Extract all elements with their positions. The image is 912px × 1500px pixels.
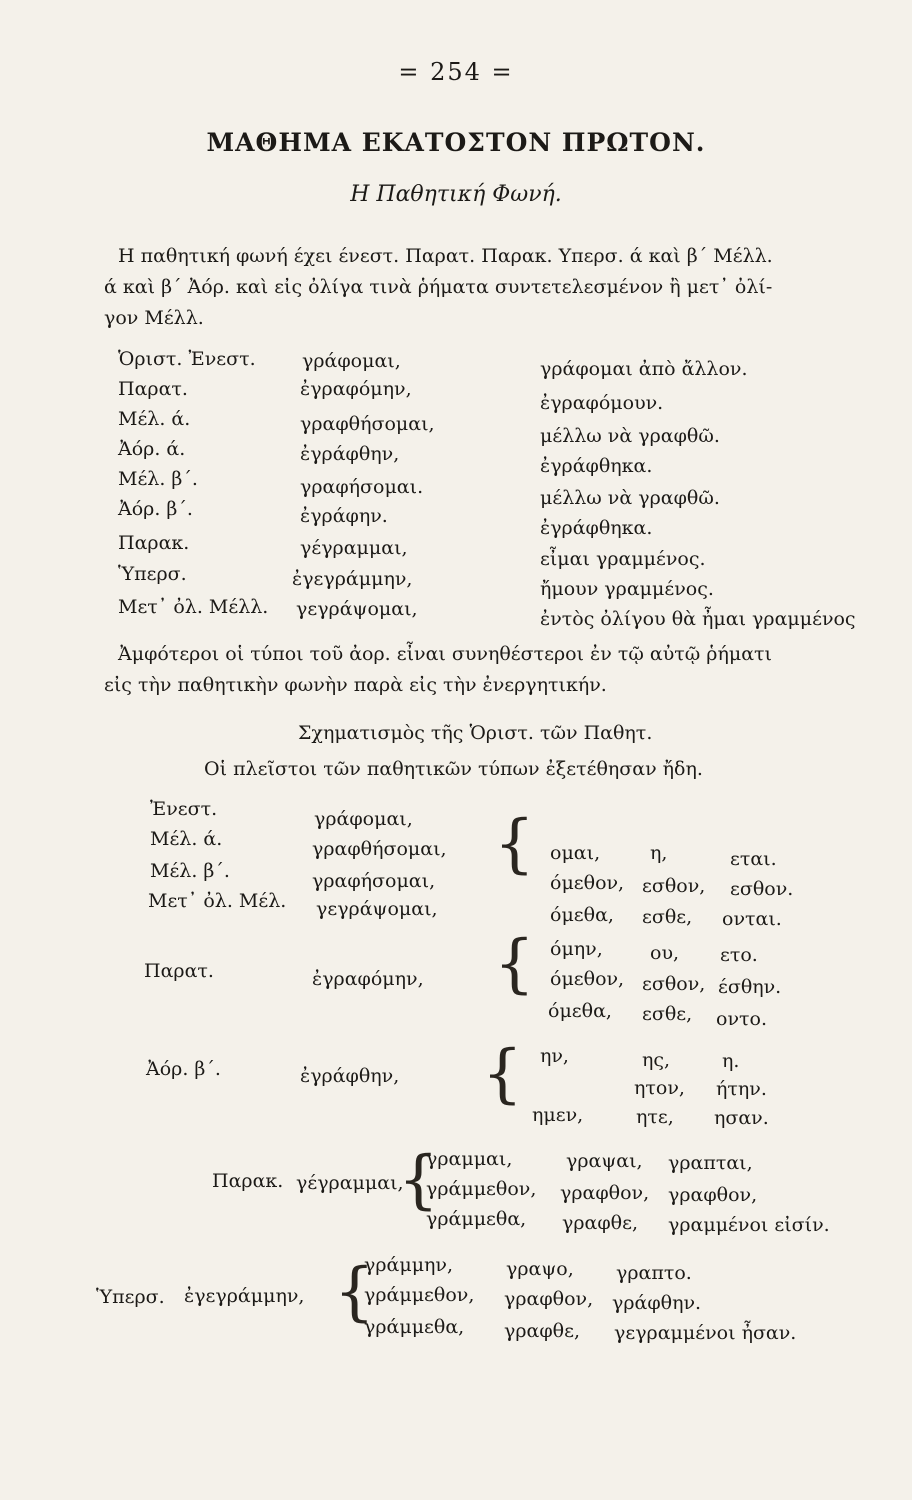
ending: εσθε,: [642, 1003, 693, 1025]
ending: όμην,: [550, 938, 603, 960]
paradigm-meaning: εἶμαι γραμμένος.: [540, 548, 706, 570]
ending: ημεν,: [532, 1104, 584, 1126]
ending: έσθην.: [718, 976, 782, 998]
group-form: ἐγεγράμμην,: [184, 1285, 305, 1307]
paradigm-form: γραφθήσομαι,: [300, 413, 435, 435]
ending: γραφθε,: [562, 1212, 638, 1234]
ending: εσθον,: [642, 875, 706, 897]
ending: γράμμεθον,: [364, 1284, 475, 1306]
group-tense: Μέλ. ά.: [150, 828, 223, 850]
ending: γεγραμμένοι ἦσαν.: [614, 1322, 797, 1344]
note-line: Ἀμφότεροι οἱ τύποι τοῦ ἀορ. εἶναι συνηθέστεροι ἐν τῷ αὐτῷ ῥήματι: [118, 643, 772, 665]
page-number: = 254 =: [398, 58, 514, 86]
paradigm-tense: Παρακ.: [118, 532, 190, 554]
ending: όμεθον,: [550, 872, 625, 894]
ending: εσθε,: [642, 906, 693, 928]
ending: γραφθε,: [504, 1320, 580, 1342]
group-form: ἐγραφόμην,: [312, 968, 424, 990]
ending: ομαι,: [550, 842, 601, 864]
ending: γραψαι,: [566, 1150, 643, 1172]
ending: ετο.: [720, 944, 758, 966]
paradigm-tense: Ἀόρ. ά.: [118, 438, 186, 460]
group-tense: Ἐνεστ.: [150, 798, 218, 820]
ending: εσθον,: [642, 973, 706, 995]
paradigm-form: ἐγράφην.: [300, 505, 388, 527]
paradigm-form: γράφομαι,: [302, 350, 401, 372]
paradigm-meaning: μέλλω νὰ γραφθῶ.: [540, 425, 720, 447]
group-form: γραφθήσομαι,: [312, 838, 447, 860]
ending: γραφθον,: [668, 1184, 758, 1206]
paradigm-tense: Ὑπερσ.: [118, 563, 187, 585]
brace-icon: {: [494, 927, 535, 1001]
paradigm-tense: Μετ᾽ ὀλ. Μέλλ.: [118, 596, 269, 618]
paradigm-form: γέγραμμαι,: [300, 537, 408, 559]
group-form: γραφήσομαι,: [312, 870, 436, 892]
ending: ης,: [642, 1049, 671, 1071]
group-form: ἐγράφθην,: [300, 1065, 400, 1087]
intro-line: ά καὶ β΄ Ἀόρ. καὶ εἰς ὀλίγα τινὰ ῥήματα συντετελεσμένον ἢ μετ᾽ ὀλί-: [104, 276, 773, 298]
paradigm-meaning: ἐγράφθηκα.: [540, 517, 653, 539]
paradigm-meaning: γράφομαι ἀπὸ ἄλλον.: [540, 358, 748, 380]
paradigm-meaning: ἐγράφθηκα.: [540, 455, 653, 477]
lesson-subtitle: Η Παθητική Φωνή.: [350, 182, 562, 207]
brace-icon: {: [494, 807, 535, 881]
ending: εται.: [730, 848, 777, 870]
paradigm-form: ἐγραφόμην,: [300, 378, 412, 400]
group-tense: Μετ᾽ ὀλ. Μέλ.: [148, 890, 287, 912]
ending: γράφθην.: [612, 1292, 702, 1314]
lesson-title: ΜΑΘΗΜΑ ΕΚΑΤΟΣΤΟΝ ΠΡΩΤΟΝ.: [206, 128, 706, 157]
group-tense: Ἀόρ. β΄.: [146, 1058, 221, 1080]
paradigm-tense: Παρατ.: [118, 378, 188, 400]
ending: γραμμαι,: [426, 1148, 513, 1170]
ending: η,: [650, 842, 668, 864]
paradigm-tense: Ἀόρ. β΄.: [118, 498, 193, 520]
ending: ην,: [540, 1045, 569, 1067]
brace-icon: {: [482, 1037, 523, 1111]
ending: όμεθον,: [550, 968, 625, 990]
ending: γραφθον,: [504, 1288, 594, 1310]
group-tense: Παρακ.: [212, 1170, 284, 1192]
note-line: εἰς τὴν παθητικὴν φωνὴν παρὰ εἰς τὴν ἐνεργητικήν.: [104, 674, 607, 696]
intro-line: γον Μέλλ.: [104, 307, 204, 329]
paradigm-tense: Μέλ. ά.: [118, 408, 191, 430]
group-form: γεγράψομαι,: [316, 898, 438, 920]
paradigm-form: γραφήσομαι.: [300, 476, 424, 498]
intro-line: Η παθητική φωνή έχει ένεστ. Παρατ. Παρακ. Υπερσ. ά καὶ β΄ Μέλλ.: [118, 245, 773, 267]
brace-icon: {: [334, 1255, 375, 1329]
paradigm-form: ἐγράφθην,: [300, 443, 400, 465]
group-form: γέγραμμαι,: [296, 1172, 404, 1194]
paradigm-meaning: μέλλω νὰ γραφθῶ.: [540, 487, 720, 509]
ending: όμεθα,: [548, 1000, 612, 1022]
ending: γραμμένοι εἰσίν.: [668, 1214, 830, 1236]
paradigm-meaning: ἐγραφόμουν.: [540, 392, 664, 414]
ending: ησαν.: [714, 1107, 769, 1129]
brace-icon: {: [398, 1143, 439, 1217]
ending: γράμμεθα,: [364, 1316, 465, 1338]
ending: ήτην.: [716, 1078, 767, 1100]
ending: γραψο,: [506, 1258, 574, 1280]
ending: όμεθα,: [550, 904, 614, 926]
paradigm-meaning: ἐντὸς ὀλίγου θὰ ἦμαι γραμμένος: [540, 608, 856, 630]
ending: ονται.: [722, 908, 782, 930]
paradigm-form: γεγράψομαι,: [296, 598, 418, 620]
group-tense: Παρατ.: [144, 960, 214, 982]
ending: γραπτο.: [616, 1262, 692, 1284]
group-form: γράφομαι,: [314, 808, 413, 830]
paradigm-meaning: ἤμουν γραμμένος.: [540, 578, 714, 600]
ending: εσθον.: [730, 878, 794, 900]
section-title: Σχηματισμὸς τῆς Ὁριστ. τῶν Παθητ.: [298, 722, 653, 744]
paradigm-form: ἐγεγράμμην,: [292, 568, 413, 590]
ending: ητε,: [636, 1106, 674, 1128]
paradigm-tense: Μέλ. β΄.: [118, 468, 198, 490]
group-tense: Μέλ. β΄.: [150, 860, 230, 882]
ending: γράμμην,: [364, 1254, 454, 1276]
ending: η.: [722, 1050, 740, 1072]
ending: γράμμεθον,: [426, 1178, 537, 1200]
ending: οντο.: [716, 1008, 767, 1030]
group-tense: Ὑπερσ.: [96, 1286, 165, 1308]
ending: γράμμεθα,: [426, 1208, 527, 1230]
ending: ητον,: [634, 1077, 685, 1099]
ending: γραφθον,: [560, 1182, 650, 1204]
section-note: Οἱ πλεῖστοι τῶν παθητικῶν τύπων ἐξετέθησαν ἤδη.: [204, 758, 703, 780]
ending: ου,: [650, 942, 680, 964]
paradigm-tense: Ὁριστ. Ἐνεστ.: [118, 348, 256, 370]
ending: γραπται,: [668, 1152, 753, 1174]
